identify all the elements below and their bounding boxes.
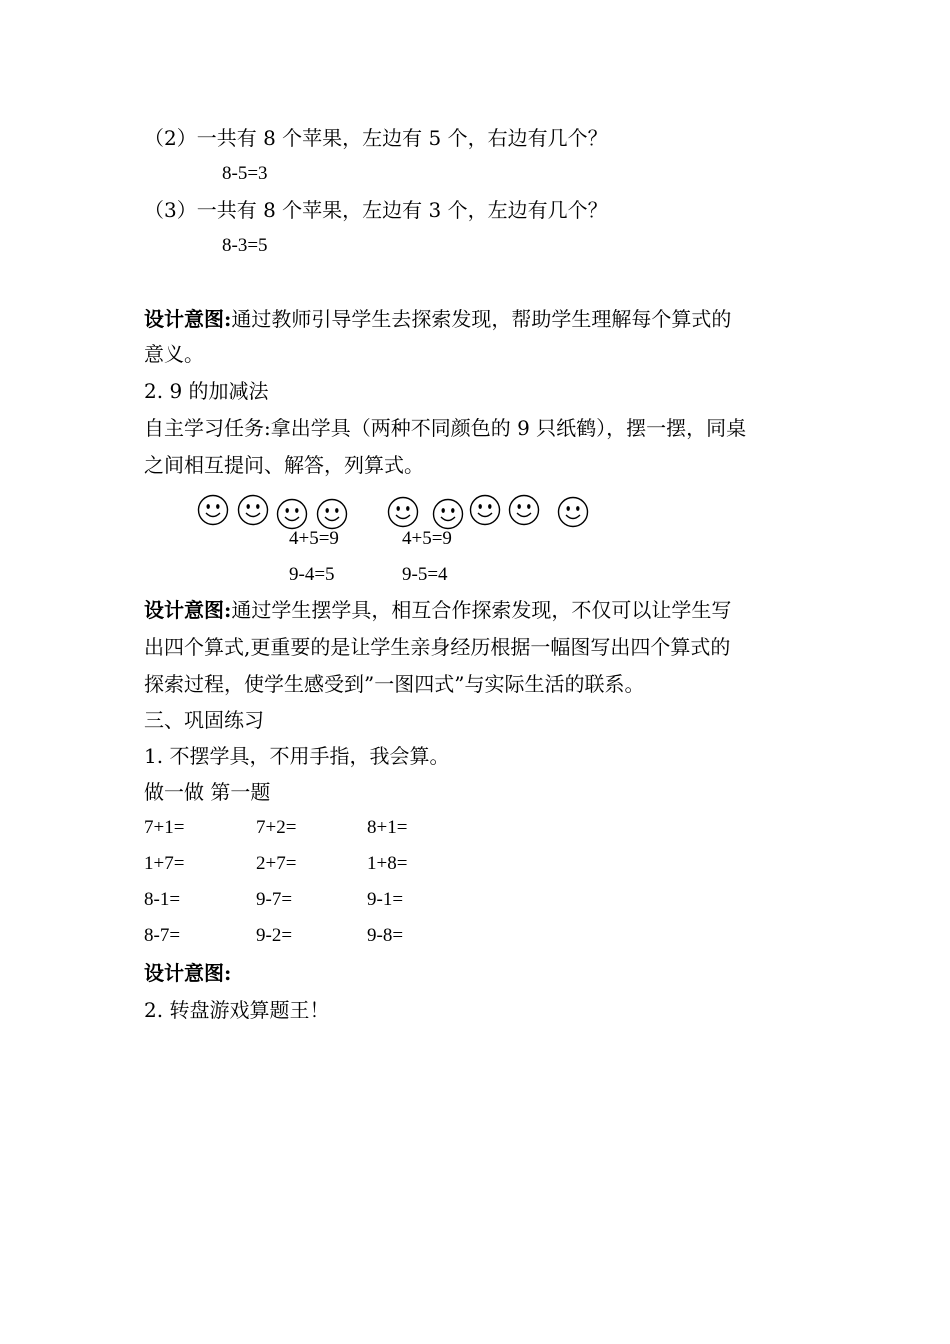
smiley-face-icon bbox=[197, 494, 229, 526]
part-3-heading: 三、巩固练习 bbox=[144, 708, 264, 732]
question-3-equation: 8-3=5 bbox=[222, 235, 268, 256]
design-intent-label: 设计意图: bbox=[144, 598, 232, 622]
exercise-problem: 9-7= bbox=[256, 889, 293, 910]
group-equation-right-add: 4+5=9 bbox=[402, 528, 452, 549]
exercise-problem: 8+1= bbox=[367, 817, 408, 838]
smiley-face-icon bbox=[237, 494, 269, 526]
smiley-face-icon bbox=[469, 494, 501, 526]
exercise-problem: 8-7= bbox=[144, 925, 181, 946]
design-intent-text: 通过教师引导学生去探索发现，帮助学生理解每个算式的 bbox=[231, 307, 732, 331]
exercise-problem: 8-1= bbox=[144, 889, 181, 910]
group-equation-left-add: 4+5=9 bbox=[289, 528, 339, 549]
exercise-problem: 1+7= bbox=[144, 853, 185, 874]
exercise-problem: 9-1= bbox=[367, 889, 404, 910]
design-intent-2-line-3: 探索过程，使学生感受到”一图四式”与实际生活的联系。 bbox=[144, 672, 645, 696]
question-3: （3）一共有 8 个苹果，左边有 3 个，左边有几个？ bbox=[144, 198, 608, 222]
design-intent-label: 设计意图: bbox=[144, 307, 232, 331]
task-line-2: 之间相互提问、解答，列算式。 bbox=[144, 453, 424, 477]
smiley-face-icon bbox=[387, 496, 419, 528]
exercise-problem: 1+8= bbox=[367, 853, 408, 874]
smiley-face-icon bbox=[557, 496, 589, 528]
exercise-1-heading: 1. 不摆学具，不用手指，我会算。 bbox=[144, 744, 450, 768]
exercise-1-subheading: 做一做 第一题 bbox=[144, 780, 271, 804]
section-heading-2: 2. 9 的加减法 bbox=[144, 379, 269, 403]
design-intent-2-line-2: 出四个算式,更重要的是让学生亲身经历根据一幅图写出四个算式的 bbox=[144, 635, 731, 659]
design-intent-3: 设计意图: bbox=[144, 961, 232, 985]
exercise-problem: 9-8= bbox=[367, 925, 404, 946]
smiley-face-icon bbox=[276, 498, 308, 530]
smiley-face-icon bbox=[316, 498, 348, 530]
exercise-problem: 7+2= bbox=[256, 817, 297, 838]
exercise-problem: 2+7= bbox=[256, 853, 297, 874]
smiley-face-icon bbox=[432, 498, 464, 530]
design-intent-1-cont: 意义。 bbox=[144, 342, 204, 366]
question-2: （2）一共有 8 个苹果，左边有 5 个，右边有几个？ bbox=[144, 126, 608, 150]
design-intent-1 bbox=[144, 305, 731, 333]
design-intent-text: 通过学生摆学具，相互合作探索发现，不仅可以让学生写 bbox=[231, 598, 732, 622]
group-equation-left-sub: 9-4=5 bbox=[289, 564, 335, 585]
design-intent-2 bbox=[144, 596, 731, 624]
exercise-problem: 9-2= bbox=[256, 925, 293, 946]
question-2-equation: 8-5=3 bbox=[222, 163, 268, 184]
group-equation-right-sub: 9-5=4 bbox=[402, 564, 448, 585]
exercise-2-heading: 2. 转盘游戏算题王！ bbox=[144, 998, 330, 1022]
exercise-problem: 7+1= bbox=[144, 817, 185, 838]
smiley-face-icon bbox=[508, 494, 540, 526]
task-line-1: 自主学习任务:拿出学具（两种不同颜色的 9 只纸鹤），摆一摆，同桌 bbox=[144, 416, 747, 440]
